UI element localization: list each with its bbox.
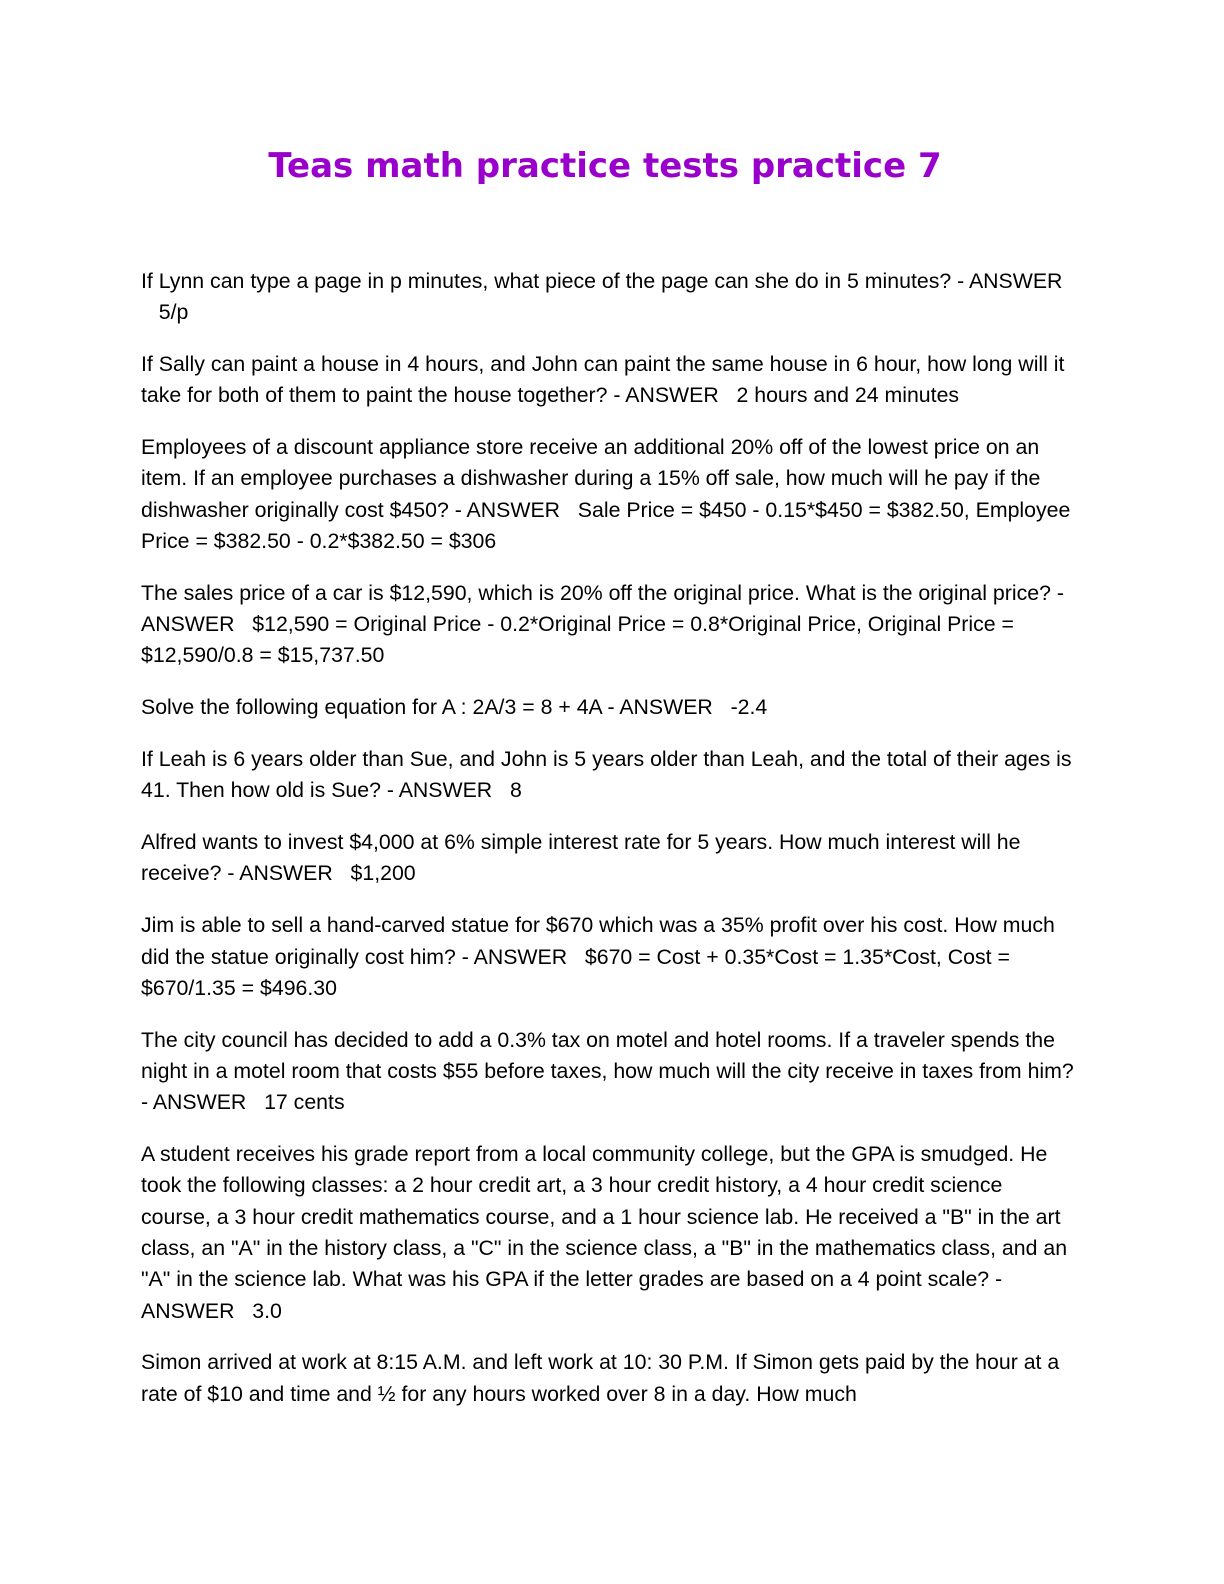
qa-item: [141, 266, 1076, 329]
qa-item: [141, 827, 1076, 890]
qa-item: [141, 744, 1076, 807]
answer-text: 8: [509, 778, 522, 803]
qa-item: [141, 349, 1076, 412]
qa-item: [141, 692, 1076, 723]
question-text: The city council has decided to add a 0.3% tax on motel and hotel rooms. If a traveler spends the night in a motel room that costs $55 before taxes, how much will the city receive in taxes from him? - ANSWER: [141, 1027, 1074, 1115]
document-title: Teas math practice tests practice 7: [268, 146, 942, 186]
qa-list: [141, 266, 1076, 1430]
answer-text: 3.0: [252, 1298, 282, 1323]
question-text: Jim is able to sell a hand-carved statue for $670 which was a 35% profit over his cost. How much did the statue originally cost him? - ANSWER: [141, 913, 1055, 969]
question-text: A student receives his grade report from a local community college, but the GPA is smudged. He took the following classes: a 2 hour credit art, a 3 hour credit history, a 4 hour credit science course, a 3 hour credit mathematics course, and a 1 hour science lab. He received a "B" in the art class, an "A" in the history class, a "C" in the science class, a "B" in the mathematics class, and an "A" in the science lab. What was his GPA if the letter grades are based on a 4 point scale? - ANSWER: [141, 1142, 1068, 1323]
question-text: If Leah is 6 years older than Sue, and John is 5 years older than Leah, and the total of their ages is 41. Then how old is Sue? - ANSWER: [141, 747, 1072, 803]
answer-text: 5/p: [158, 300, 189, 325]
answer-text: -2.4: [730, 695, 768, 720]
answer-text: $12,590 = Original Price - 0.2*Original Price = 0.8*Original Price, Original Price = $12,590/0.8 = $15,737.50: [141, 612, 1014, 668]
question-text: Alfred wants to invest $4,000 at 6% simple interest rate for 5 years. How much interest will he receive? - ANSWER: [141, 830, 1021, 886]
question-text: Employees of a discount appliance store receive an additional 20% off of the lowest price on an item. If an employee purchases a dishwasher during a 15% off sale, how much will he pay if the dishwasher originally cost $450? - ANSWER: [141, 435, 1041, 522]
qa-item: [141, 432, 1076, 557]
qa-item: [141, 578, 1076, 672]
qa-item: [141, 1139, 1076, 1327]
answer-text: $670 = Cost + 0.35*Cost = 1.35*Cost, Cost = $670/1.35 = $496.30: [141, 944, 1010, 1000]
answer-text: 17 cents: [264, 1090, 345, 1115]
question-text: If Lynn can type a page in p minutes, what piece of the page can she do in 5 minutes? - ANSWER: [141, 269, 1063, 293]
question-text: The sales price of a car is $12,590, which is 20% off the original price. What is the original price? - ANSWER: [141, 580, 1064, 637]
qa-item: [141, 1025, 1076, 1119]
answer-text: $1,200: [350, 861, 416, 886]
question-text: If Sally can paint a house in 4 hours, and John can paint the same house in 6 hour, how long will it take for both of them to paint the house together? - ANSWER: [141, 352, 1065, 408]
answer-text: 2 hours and 24 minutes: [736, 383, 960, 408]
qa-item: [141, 1347, 1076, 1410]
question-text: Solve the following equation for A : 2A/3 = 8 + 4A - ANSWER: [141, 695, 713, 720]
question-text: Simon arrived at work at 8:15 A.M. and left work at 10: 30 P.M. If Simon gets paid by the hour at a rate of $10 and time and ½ for any hours worked over 8 in a day. How much: [141, 1350, 1060, 1406]
qa-item: [141, 910, 1076, 1004]
answer-text: Sale Price = $450 - 0.15*$450 = $382.50, Employee Price = $382.50 - 0.2*$382.50 = $306: [141, 497, 1071, 554]
